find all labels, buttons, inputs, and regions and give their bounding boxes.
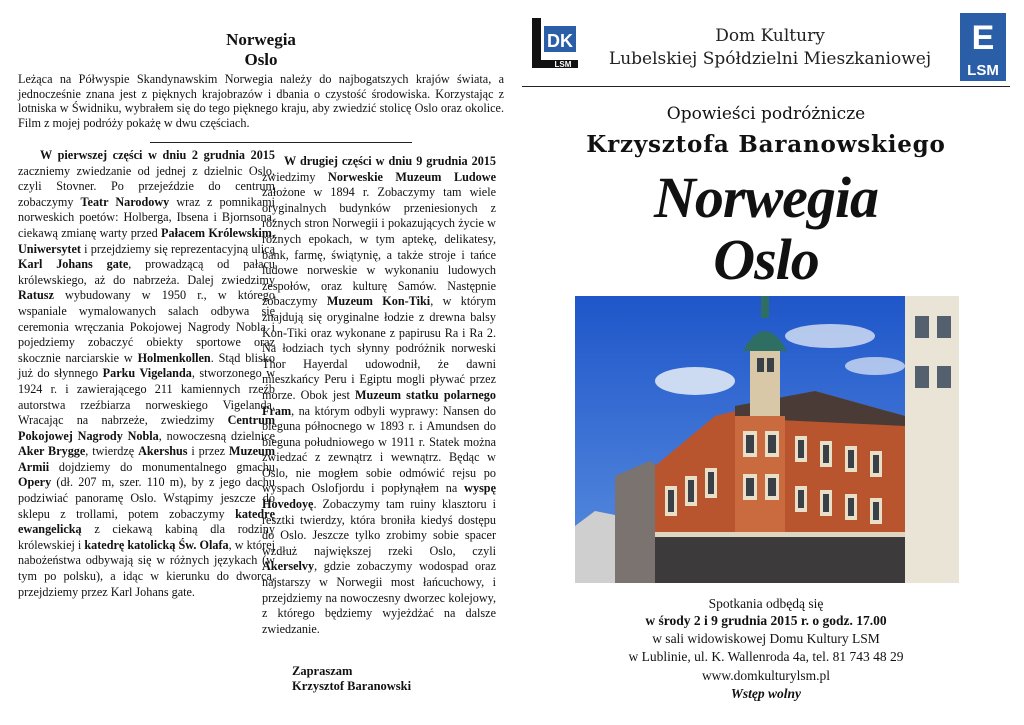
left-subtitle: Oslo xyxy=(244,50,278,69)
col2-segment: , na którym odbyli wyprawy: Nansen do bieguna północnego w 1893 r. i Amundsen do bieguna południowego w 1911 r. Statek można zwiedzać z zewnątrz i wewnątrz. Będąc w Oslo, nie mogłem sobie odmówić rejsu po wyspach Oslofjordu i popłynąłem na xyxy=(262,403,496,496)
signature xyxy=(292,664,411,694)
dk-logo-sub: LSM xyxy=(554,60,572,68)
info-venue: w sali widowiskowej Domu Kultury LSM xyxy=(652,631,880,646)
col2-segment: założone w 1894 r. Zobaczymy tam wiele oryginalnych budynków przeniesionych z różnych stron Norwegii i pokazujących życie w różnych epokach, w tym aptekę, delikatesy, bank, farmę, świątynię, a także stroje i tańce ludowe norweskie w wykonaniu ludowych zespołów, oraz kulturę Samów. Następnie zobaczymy xyxy=(262,185,496,309)
col2-segment: , gdzie zobaczymy wodospad oraz najstarszy w Norwegii most łańcuchowy, i przejdziemy na nowoczesny dworzec kolejowy, z którego będziemy wyjeżdżać na dalsze zwiedzanie. xyxy=(262,559,496,636)
col1-segment: , twierdzę xyxy=(85,444,139,459)
text-column-1 xyxy=(18,148,275,600)
signature-name: Krzysztof Baranowski xyxy=(292,679,412,693)
main-subtitle: Oslo xyxy=(713,227,819,292)
org-name-line1: Dom Kultury xyxy=(715,26,825,46)
intro-paragraph: Leżąca na Półwyspie Skandynawskim Norwegia należy do najbogatszych krajów świata, a jednocześnie znana jest z pięknych krajobrazów i dbania o czystość środowiska. Korzystając z lotniska w Świdniku, wybrałem się do tego pięknego kraju, aby zwiedzić stolicę Oslo oraz okolice. Film z mojej podróży pokażę w dwu częściach. xyxy=(18,72,504,130)
info-meeting: Spotkania odbędą się xyxy=(708,596,824,611)
col2-segment: Muzeum Kon-Tiki xyxy=(326,294,431,309)
col1-segment: , prowadzącą od pałacu królewskiego, aż do nabrzeża. Dalej zwiedzimy xyxy=(18,257,275,287)
col1-segment: Akershus xyxy=(138,444,188,459)
author-name: Krzysztofa Baranowskiego xyxy=(586,131,946,158)
col1-segment: zaczniemy zwiedzanie od jednej z dzielnic Oslo, czyli Stovner. Po przejeździe do centrum zobaczymy xyxy=(18,163,275,209)
col1-segment: . Stąd blisko już do słynnego xyxy=(18,350,275,381)
col1-segment: Teatr Narodowy xyxy=(80,194,170,209)
col1-segment: Centrum Pokojowej Nagrody Nobla xyxy=(18,413,275,443)
col1-segment: wybudowany w 1950 r., w którego wspaniale wymalowanych salach odbywa się ceremonia wręczania Pokojowej Nagrody Nobla i pojedziemy zobaczyć obiekty sportowe oraz skocznie narciarskie w xyxy=(18,288,275,365)
dk-lsm-logo xyxy=(532,18,578,68)
col2-segment: zwiedzimy xyxy=(262,169,329,184)
col1-segment: Holmenkollen xyxy=(137,350,211,365)
series-title: Opowieści podróżnicze xyxy=(666,104,866,124)
org-name-line2: Lubelskiej Spółdzielni Mieszkaniowej xyxy=(608,49,932,69)
col1-segment: wraz z pomnikami norweskich poetów: Holberga, Ibsena i Bjornsona, ciekawą zmianę warty przed xyxy=(18,194,275,240)
col1-segment: Karl Johans gate xyxy=(18,257,129,272)
website-link[interactable]: www.domkulturylsm.pl xyxy=(701,668,831,683)
col1-segment: katedrę katolicką Św. Olafa xyxy=(84,537,229,552)
col2-segment: , w którym znajdują się oryginalne łodzie z drewna balsy Kon-Tiki oraz wykonane z papirusu Ra i Ra 2. Na łodziach tych słynny podróżnik norweski Thor Hayerdal udowodnił, że dawni mieszkańcy Peru i Egiptu mogli pływać przez morze. Obok jest xyxy=(262,294,497,402)
lsm-logo-e: E xyxy=(971,19,995,57)
signature-invite: Zapraszam xyxy=(292,664,353,678)
text-column-2 xyxy=(262,154,496,637)
main-title: Norwegia xyxy=(654,165,878,230)
lsm-logo xyxy=(960,13,1006,81)
col1-segment: Ratusz xyxy=(18,288,54,303)
col1-segment: , nowoczesną dzielnicę xyxy=(158,428,275,443)
col1-segment: z ciekawą kabiną dla rodziny królewskiej i xyxy=(18,522,275,552)
col2-segment: . Zobaczymy tam ruiny klasztoru i resztki twierdzy, która broniła kiedyś dostępu do Oslo. Jeszcze tylko zrobimy sobie spacer wzdłuż największej rzeki Oslo, czyli xyxy=(262,497,496,558)
col1-segment: Aker Brygge xyxy=(18,444,86,459)
col1-segment: i przejdziemy się reprezentacyjną ulicą xyxy=(80,241,275,256)
col1-segment: , w której nabożeństwa odbywają się w różnych językach (w tym po polsku), a idąc w kierunku do dworca, przejdziemy przez Karl Johans gate. xyxy=(18,537,275,599)
divider xyxy=(150,142,412,143)
info-date: w środy 2 i 9 grudnia 2015 r. o godz. 17.00 xyxy=(645,613,887,628)
col1-segment: dojdziemy do monumentalnego gmachu xyxy=(49,459,275,474)
col1-segment: W pierwszej części w dniu 2 grudnia 2015 xyxy=(40,148,275,162)
col1-segment: Pałacem Królewskim, Uniwersytet xyxy=(18,225,276,256)
col2-segment: W drugiej części w dniu 9 grudnia 2015 xyxy=(284,154,496,168)
col2-segment: wyspę Hovedoyę xyxy=(262,481,496,512)
col1-segment: , stworzonego w 1924 r. i zawierającego 211 kamiennych rzeźb autorstwa rzeźbiarza norweskiego Vigelanda. Wracając na nabrzeże, zwiedzimy xyxy=(18,366,276,428)
col1-segment: Parku Vigelanda xyxy=(102,366,192,381)
column-2-paragraph xyxy=(262,154,496,637)
column-1-paragraph xyxy=(18,148,275,600)
header-divider xyxy=(522,86,1010,87)
free-entry: Wstęp wolny xyxy=(730,686,802,701)
col1-segment: katedrę ewangelicką xyxy=(18,506,275,537)
col1-segment: (dł. 207 m, szer. 110 m), by z jego dachu podziwiać panoramę Oslo. Wstąpimy jeszcze do sklepu z trollami, potem zobaczymy xyxy=(18,475,275,521)
col1-segment: Opery xyxy=(18,475,52,490)
left-title: Norwegia xyxy=(226,30,296,49)
info-address: w Lublinie, ul. K. Wallenroda 4a, tel. 81 743 48 29 xyxy=(628,649,904,664)
col2-segment: Norweskie Muzeum Ludowe xyxy=(328,169,496,184)
col1-segment: i przez xyxy=(187,444,229,459)
lsm-logo-text: LSM xyxy=(967,62,999,79)
oslo-building-photo xyxy=(575,296,959,583)
col1-segment: Muzeum Armii xyxy=(18,444,275,474)
col2-segment: Akerselvy xyxy=(262,559,315,574)
dk-logo-text: DK xyxy=(547,31,573,51)
col2-segment: Muzeum statku polarnego Fram xyxy=(262,387,496,418)
